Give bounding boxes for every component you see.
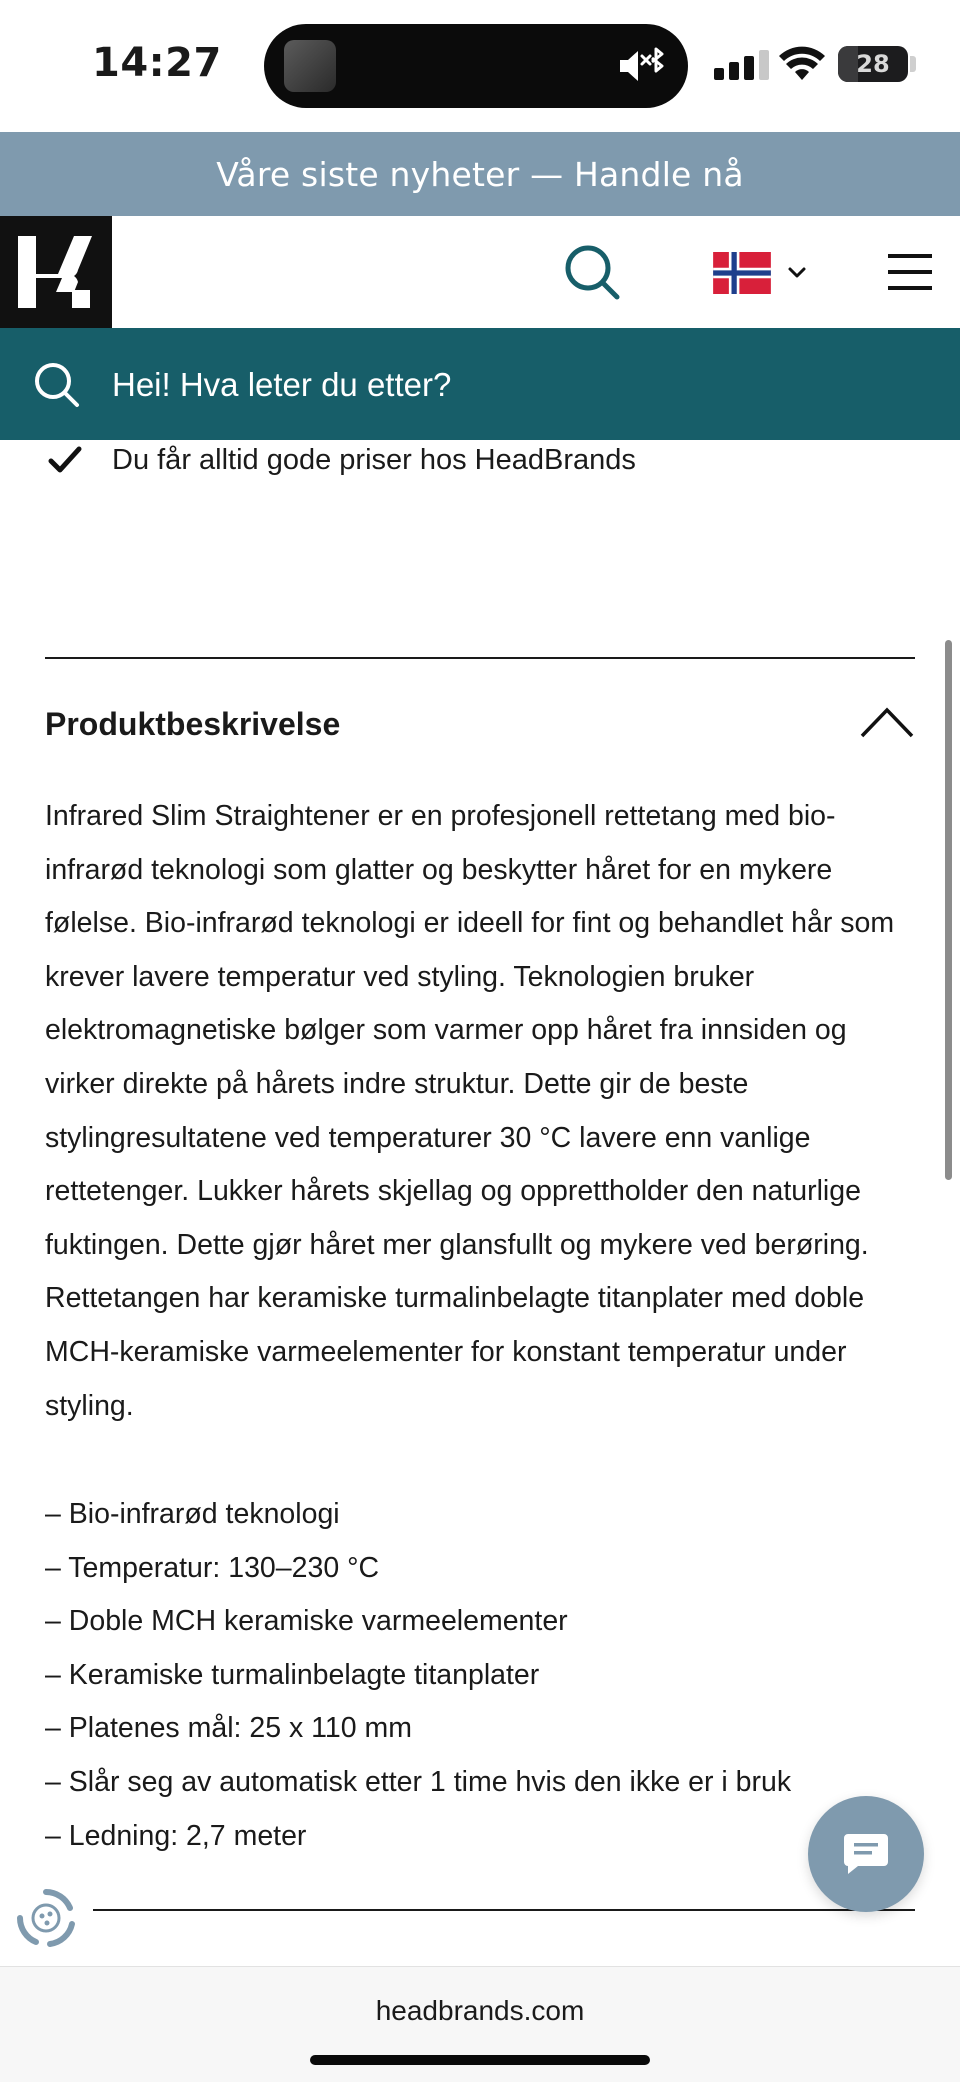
status-bar bbox=[0, 0, 960, 132]
page-scrollbar[interactable] bbox=[945, 640, 952, 1180]
wifi-icon bbox=[778, 44, 826, 82]
checkmark-icon bbox=[48, 445, 82, 475]
home-indicator[interactable] bbox=[310, 2055, 650, 2065]
search-icon[interactable] bbox=[32, 360, 80, 408]
media-thumbnail-icon bbox=[284, 40, 336, 92]
battery-level-text: 28 bbox=[856, 50, 890, 78]
mute-bluetooth-icon bbox=[618, 46, 666, 86]
search-icon[interactable] bbox=[562, 242, 622, 302]
status-time: 14:27 bbox=[92, 40, 222, 86]
feature-item: – Ledning: 2,7 meter bbox=[45, 1819, 307, 1852]
section-divider bbox=[45, 657, 915, 659]
cellular-signal-icon bbox=[714, 50, 770, 80]
dynamic-island[interactable] bbox=[264, 24, 688, 108]
site-header bbox=[0, 216, 960, 328]
battery-icon bbox=[838, 46, 908, 82]
search-bar bbox=[0, 328, 960, 440]
chevron-down-icon bbox=[786, 262, 808, 284]
browser-address-bar[interactable] bbox=[0, 1966, 960, 2082]
hamburger-menu-icon[interactable] bbox=[886, 248, 934, 296]
search-input[interactable] bbox=[110, 356, 914, 414]
feature-item: – Bio-infrarød teknologi bbox=[45, 1498, 340, 1530]
feature-item: – Doble MCH keramiske varmeelementer bbox=[45, 1605, 568, 1638]
promo-banner[interactable] bbox=[0, 132, 960, 216]
feature-list bbox=[45, 1488, 915, 1863]
section-title[interactable]: Produktbeskrivelse bbox=[45, 706, 341, 742]
promo-banner-text[interactable]: Våre siste nyheter — Handle nå bbox=[216, 154, 744, 194]
headbrands-logo[interactable] bbox=[0, 216, 112, 328]
recycle-icon[interactable] bbox=[14, 1886, 78, 1950]
usp-item bbox=[48, 436, 636, 484]
feature-item: – Temperatur: 130–230 °C bbox=[45, 1551, 380, 1584]
section-divider bbox=[93, 1909, 915, 1911]
chat-bubble-icon bbox=[842, 1832, 890, 1876]
product-description-text: Infrared Slim Straightener er en profesjonell rettetang med bio-infrarød teknologi som glatter og beskytter håret for en mykere følelse. Bio-infrarød teknologi er ideell for fint og behandlet hår som krever lavere temperatur ved styling. Teknologien bruker elektromagnetiske bølger som varmer opp håret fra innsiden og virker direkte på hårets indre struktur. Dette gir de beste stylingresultatene ved temperaturer 30 °C lavere enn vanlige rettetenger. Lukker hårets skjellag og opprettholder den naturlige fuktingen. Dette gjør håret mer glansfullt og mykere ved berøring. Rettetangen har keramiske turmalinbelagte titanplater med doble MCH-keramiske varmeelementer for konstant temperatur under styling. bbox=[45, 800, 895, 1422]
product-description-toggle[interactable] bbox=[45, 688, 915, 768]
feature-item: – Slår seg av automatisk etter 1 time hvis den ikke er i bruk bbox=[45, 1765, 792, 1798]
usp-text: Du får alltid gode priser hos HeadBrands bbox=[112, 443, 636, 476]
feature-item: – Platenes mål: 25 x 110 mm bbox=[45, 1712, 412, 1745]
chat-button[interactable] bbox=[808, 1796, 924, 1912]
chevron-up-icon[interactable] bbox=[859, 706, 915, 740]
country-selector[interactable] bbox=[710, 248, 814, 298]
feature-item: – Keramiske turmalinbelagte titanplater bbox=[45, 1658, 540, 1691]
battery-tip bbox=[910, 56, 916, 72]
url-text[interactable]: headbrands.com bbox=[375, 1995, 585, 2026]
norway-flag-icon bbox=[710, 252, 774, 294]
